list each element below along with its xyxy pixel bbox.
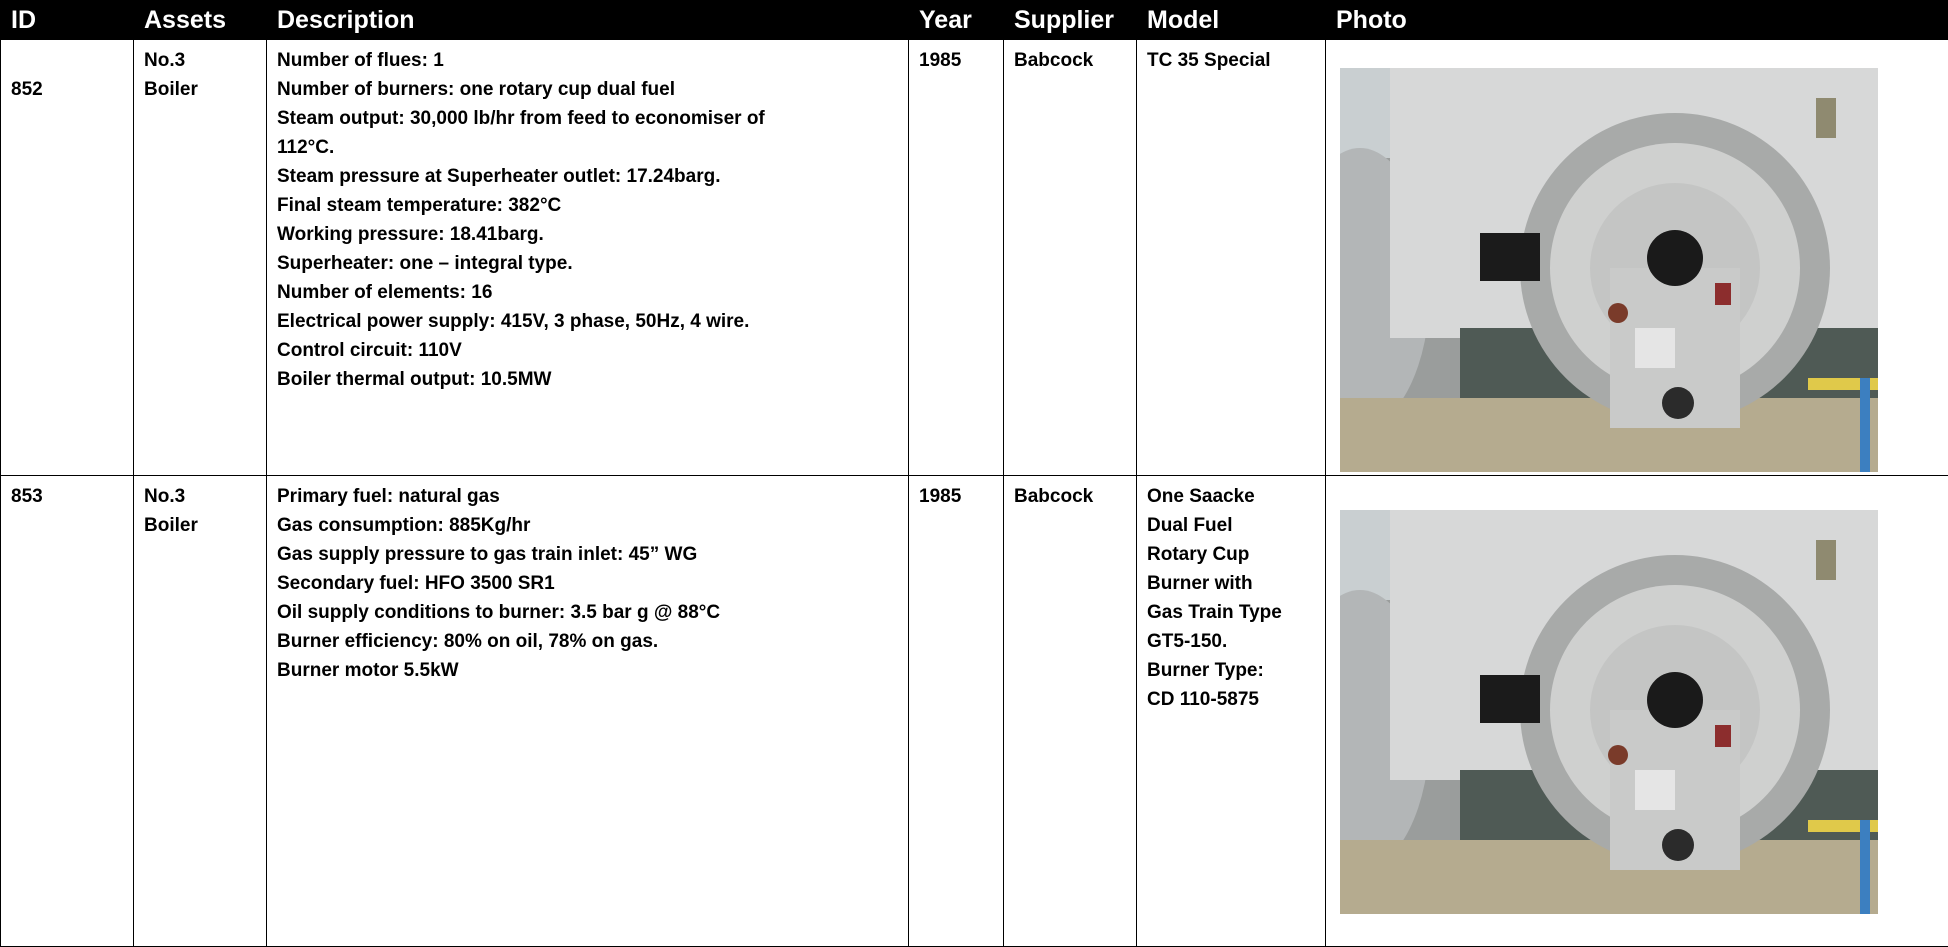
model-line: Burner Type: <box>1147 656 1315 685</box>
description-line: Oil supply conditions to burner: 3.5 bar g @ 88°C <box>277 598 898 627</box>
description-line: Electrical power supply: 415V, 3 phase, 50Hz, 4 wire. <box>277 307 898 336</box>
description-line: Primary fuel: natural gas <box>277 482 898 511</box>
description-line: Gas consumption: 885Kg/hr <box>277 511 898 540</box>
model-line: CD 110-5875 <box>1147 685 1315 714</box>
header-model: Model <box>1137 1 1326 40</box>
boiler-photo <box>1340 510 1878 914</box>
cell-id: 853 <box>1 476 134 947</box>
cell-year: 1985 <box>909 476 1004 947</box>
cell-supplier: Babcock <box>1004 476 1137 947</box>
header-supplier: Supplier <box>1004 1 1137 40</box>
header-description: Description <box>267 1 909 40</box>
table-row <box>1 40 1948 476</box>
table-row <box>1 476 1948 947</box>
header-photo: Photo <box>1326 1 1948 40</box>
description-line: Number of flues: 1 <box>277 46 898 75</box>
description-line: Steam output: 30,000 lb/hr from feed to economiser of <box>277 104 898 133</box>
model-line: Rotary Cup <box>1147 540 1315 569</box>
asset-id: 852 <box>11 75 123 104</box>
cell-assets <box>134 40 267 476</box>
cell-supplier: Babcock <box>1004 40 1137 476</box>
header-id: ID <box>1 1 134 40</box>
cell-description <box>267 40 909 476</box>
model-line: Gas Train Type <box>1147 598 1315 627</box>
assets-line: No.3 <box>144 46 256 75</box>
model-line: Burner with <box>1147 569 1315 598</box>
description-line: Number of burners: one rotary cup dual fuel <box>277 75 898 104</box>
description-line: Secondary fuel: HFO 3500 SR1 <box>277 569 898 598</box>
assets-line: Boiler <box>144 75 256 104</box>
model-line: GT5-150. <box>1147 627 1315 656</box>
description-line: Burner efficiency: 80% on oil, 78% on gas. <box>277 627 898 656</box>
assets-line: No.3 <box>144 482 256 511</box>
cell-year: 1985 <box>909 40 1004 476</box>
description-line: Working pressure: 18.41barg. <box>277 220 898 249</box>
description-line: Control circuit: 110V <box>277 336 898 365</box>
description-line: Burner motor 5.5kW <box>277 656 898 685</box>
header-year: Year <box>909 1 1004 40</box>
cell-model <box>1137 476 1326 947</box>
description-line: Gas supply pressure to gas train inlet: 45” WG <box>277 540 898 569</box>
model-line: Dual Fuel <box>1147 511 1315 540</box>
model-line: One Saacke <box>1147 482 1315 511</box>
cell-assets <box>134 476 267 947</box>
description-line: Boiler thermal output: 10.5MW <box>277 365 898 394</box>
cell-id <box>1 40 134 476</box>
description-line: Superheater: one – integral type. <box>277 249 898 278</box>
cell-model <box>1137 40 1326 476</box>
description-line: Steam pressure at Superheater outlet: 17.24barg. <box>277 162 898 191</box>
header-assets: Assets <box>134 1 267 40</box>
description-line: Final steam temperature: 382°C <box>277 191 898 220</box>
description-line: 112°C. <box>277 133 898 162</box>
cell-description <box>267 476 909 947</box>
description-line: Number of elements: 16 <box>277 278 898 307</box>
cell-photo <box>1326 40 1948 476</box>
boiler-photo <box>1340 68 1878 472</box>
header-row <box>1 1 1948 40</box>
assets-line: Boiler <box>144 511 256 540</box>
model-line: TC 35 Special <box>1147 46 1315 75</box>
cell-photo <box>1326 476 1948 947</box>
